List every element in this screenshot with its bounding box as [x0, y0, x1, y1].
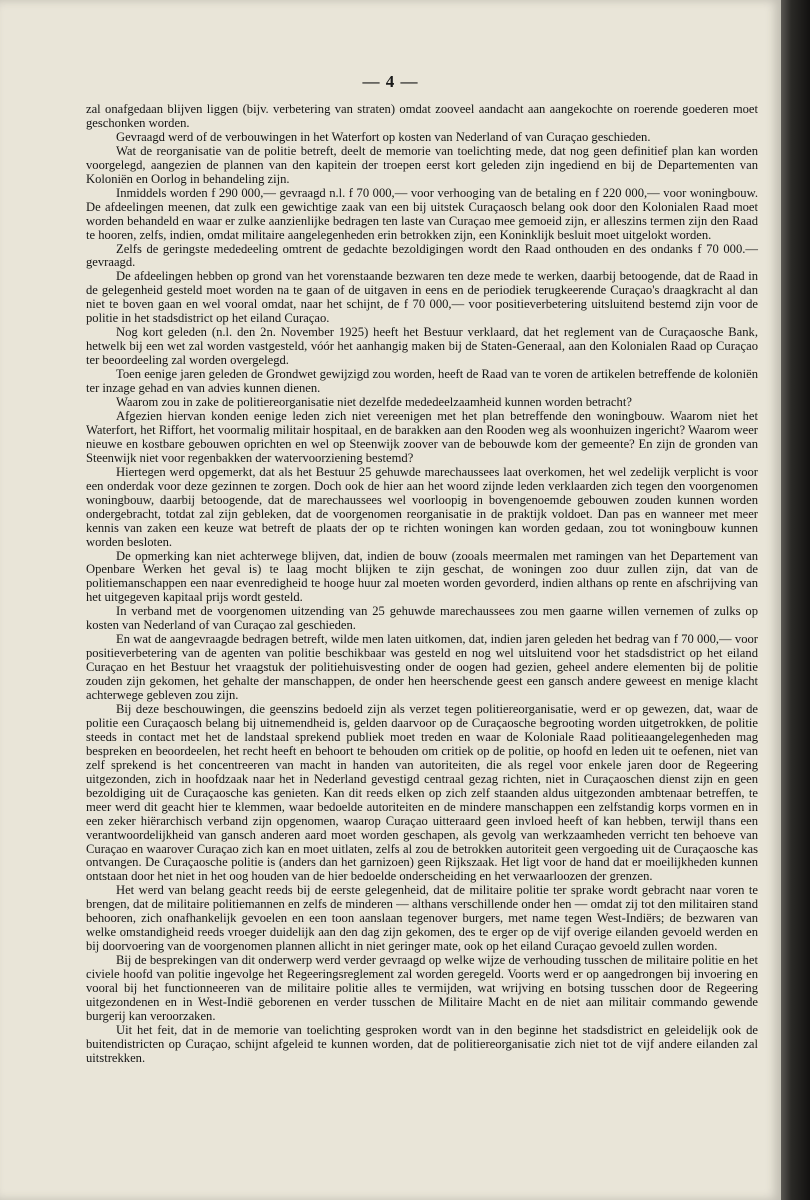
paragraph: Inmiddels worden f 290 000,— gevraagd n.l. f 70 000,— voor verhooging van de betaling en f 220 000,— voor woningbouw. De afdeelingen meenen, dat zulk een gewichtige zaak van een bij uitstek Curaçaosch belang ook door den Kolonialen Raad moet worden behandeld en waar er zulke aanzienlijke bedragen ten laste van Curaçao mee gemoeid zijn, er alleszins termen zijn den Raad te hooren, zelfs, indien, omdat militaire aangelegenheden erin betrokken zijn, een Koninklijk besluit moet uitgelokt worden. [86, 185, 758, 242]
paragraph: Gevraagd werd of de verbouwingen in het Waterfort op kosten van Nederland of van Curaçao geschieden. [116, 129, 651, 144]
paragraph: Wat de reorganisatie van de politie betreft, deelt de memorie van toelichting mede, dat nog geen definitief plan kan worden voorgelegd, aangezien de plannen van den kapitein der troepen eerst kort geleden zijn ingediend en bij de Departementen van Koloniën en Oorlog in behandeling zijn. [86, 143, 758, 186]
paragraph: En wat de aangevraagde bedragen betreft, wilde men laten uitkomen, dat, indien jaren geleden het bedrag van f 70 000,— voor positieverbetering van de agenten van politie beschikbaar was gesteld en nog wel uitsluitend voor het stadsdistrict op het eiland Curaçao en het Bestuur het vraagstuk der politiehuisvesting onder de oogen had gezien, geheel andere elementen bij de politie zouden zijn gekomen, het gehalte der manschappen, de onder hen heerschende geest een gansch andere geweest en menige klacht achterwege gebleven zou zijn. [86, 632, 758, 703]
paragraph: De afdeelingen hebben op grond van het vorenstaande bezwaren ten deze mede te werken, daarbij betoogende, dat de Raad in de gelegenheid gesteld moet worden na te gaan of de uitgaven in eens en de periodiek terugkeerende Curaçao's draagkracht al dan niet te boven gaan en wel vooral omdat, naar het schijnt, de f 70 000,— voor positieverbetering uitsluitend bestemd zijn voor de politie in het stadsdistrict op het eiland Curaçao. [86, 269, 758, 326]
body-text [86, 103, 758, 1066]
paragraph: In verband met de voorgenomen uitzending van 25 gehuwde marechaussees zou men gaarne willen vernemen of zulks op kosten van Nederland of van Curaçao zal geschieden. [86, 604, 758, 633]
paragraph: Zelfs de geringste mededeeling omtrent de gedachte bezoldigingen wordt den Raad onthouden en des ondanks f 70 000.— gevraagd. [86, 241, 758, 270]
paragraph: Nog kort geleden (n.l. den 2n. November 1925) heeft het Bestuur verklaard, dat het reglement van de Curaçaosche Bank, hetwelk bij een wet zal worden vastgesteld, vóór het aanhangig maken bij de Staten-Generaal, aan den Kolonialen Raad op Curaçao ter beoordeeling zal worden overgelegd. [86, 325, 758, 368]
paragraph: Hiertegen werd opgemerkt, dat als het Bestuur 25 gehuwde marechaussees laat overkomen, het wel zedelijk verplicht is voor een onderdak voor deze gezinnen te zorgen. Doch ook de hier aan het woord zijnde leden verklaarden zich tegen den voorgenomen woningbouw, daarbij betoogende, dat de marechaussees wel voorloopig in bovengenoemde gebouwen zouden kunnen worden ondergebracht, totdat zal zijn gebleken, dat de voorgenomen reorganisatie in de praktijk voldoet. Dan pas en wanneer met meer kennis van zaken een keuze wat betreft de plaats der op te richten woningen kan worden gedaan, zou tot woningbouw kunnen worden besloten. [86, 464, 758, 549]
paragraph: Toen eenige jaren geleden de Grondwet gewijzigd zou worden, heeft de Raad van te voren de artikelen betreffende de koloniën ter inzage gehad en van advies kunnen dienen. [86, 367, 758, 396]
page-number: — 4 — [362, 72, 419, 91]
paragraph: Waarom zou in zake de politiereorganisatie niet dezelfde mededeelzaamheid kunnen worden betracht? [116, 395, 632, 410]
paragraph: zal onafgedaan blijven liggen (bijv. verbetering van straten) omdat zooveel aandacht aan aangekochte on roerende goederen moet geschonken worden. [86, 102, 758, 130]
paragraph: Het werd van belang geacht reeds bij de eerste gelegenheid, dat de militaire politie ter sprake wordt gebracht naar voren te brengen, dat de militaire politiemannen en zelfs de minderen — althans verschillende onder hen — omdat zij tot den militairen stand behooren, zich onafhankelijk gevoelen en een toon aanslaan tegenover burgers, met name tegen West-Indiërs; de bezwaren van welke omstandigheid reeds vroeger duidelijk aan den dag zijn gekomen, des te erger op de vijf overige eilanden gevoeld werden en bij doorvoering van de voorgenomen plannen allicht in niet geringer mate, ook op het eiland Curaçao gevoeld zullen worden. [86, 883, 758, 954]
paragraph: De opmerking kan niet achterwege blijven, dat, indien de bouw (zooals meermalen met ramingen van het Departement van Openbare Werken het geval is) te laag mocht blijken te zijn geschat, de woningen zoo duur zullen zijn, dat van de politiemanschappen een naar evenredigheid te hooge huur zal moeten worden gevorderd, indien althans op rente en afschrijving van het uitgegeven kapitaal prijs wordt gesteld. [86, 548, 758, 605]
paragraph: Bij de besprekingen van dit onderwerp werd verder gevraagd op welke wijze de verhouding tusschen de militaire politie en het civiele hoofd van politie ingevolge het Regeeringsreglement zal worden geregeld. Voorts werd er op aangedrongen bij invoering en vooral bij het functionneeren van de militaire politie alles te vermijden, wat wrijving en botsing tusschen door de Regeering uitgezondenen en in West-Indië geborenen en verder tusschen de Militaire Macht en de niet aan militair commando gewende burgerij kan veroorzaken. [86, 953, 758, 1023]
page-edge-shadow [781, 0, 810, 1200]
paragraph: Uit het feit, dat in de memorie van toelichting gesproken wordt van in den beginne het stadsdistrict en geleidelijk ook de buitendistricten op Curaçao, schijnt afgeleid te kunnen worden, dat de politiereorganisatie zich niet tot de vijf andere eilanden zal uitstrekken. [86, 1022, 758, 1065]
paragraph: Afgezien hiervan konden eenige leden zich niet vereenigen met het plan betreffende den woningbouw. Waarom niet het Waterfort, het Riffort, het voormalig militair hospitaal, en de barakken aan den Rooden weg als woonhuizen ingericht? Waarom weer nieuwe en kostbare gebouwen oprichten en wel op Steenwijk zoover van de bebouwde kom der gemeente? En zijn de gronden van Steenwijk niet voor regenbakken der watervoorziening bestemd? [86, 408, 758, 465]
paragraph: Bij deze beschouwingen, die geenszins bedoeld zijn als verzet tegen politiereorganisatie, werd er op gewezen, dat, waar de politie een Curaçaosch belang bij uitnemendheid is, gelden daarvoor op de Curaçaosche begrooting worden uitgetrokken, de politie steeds in contact met het de landstaal sprekend publiek moet treden en waar de Koloniale Raad politieaangelegenheden mag bespreken en beoordeelen, het recht heeft en behoort te behouden om critiek op de politie, op hoofd en leden uit te oefenen, niet van zelf sprekend is het concentreeren van macht in handen van autoriteiten, die als regel voor enkele jaren door de Regeering uitgezonden, zich in hoofdzaak naar het in Nederland gevestigd centraal gezag richten, niet in Curaçaoschen dienst zijn en geen bezoldiging uit de Curaçaosche kas genieten. Kan dit reeds elken op zich zelf staanden aldus uitgezonden ambtenaar betreffen, te meer werd dit geacht hier te klemmen, waar bedoelde autoriteiten en de mindere manschappen een zelfstandig korps vormen en in een zeker hiërarchisch verband zijn opgenomen, waarop Curaçao uitteraard geen invloed heeft of kan hebben, terwijl thans een verantwoordelijkheid van gansch anderen aard moet worden geschapen, als gevolg van werkzaamheden verricht ten behoeve van Curaçao en waarover Curaçao zich kan en moet uitlaten, zelfs al zou de betrokken autoriteit geen vergoeding uit de Curaçaosche kas ontvangen. De Curaçaosche politie is (anders dan het garnizoen) geen Rijkszaak. Het ligt voor de hand dat er moeilijkheden kunnen ontstaan door het niet in het oog houden van de hier bedoelde onderscheiding en het verwaarloozen der grenzen. [86, 701, 758, 884]
